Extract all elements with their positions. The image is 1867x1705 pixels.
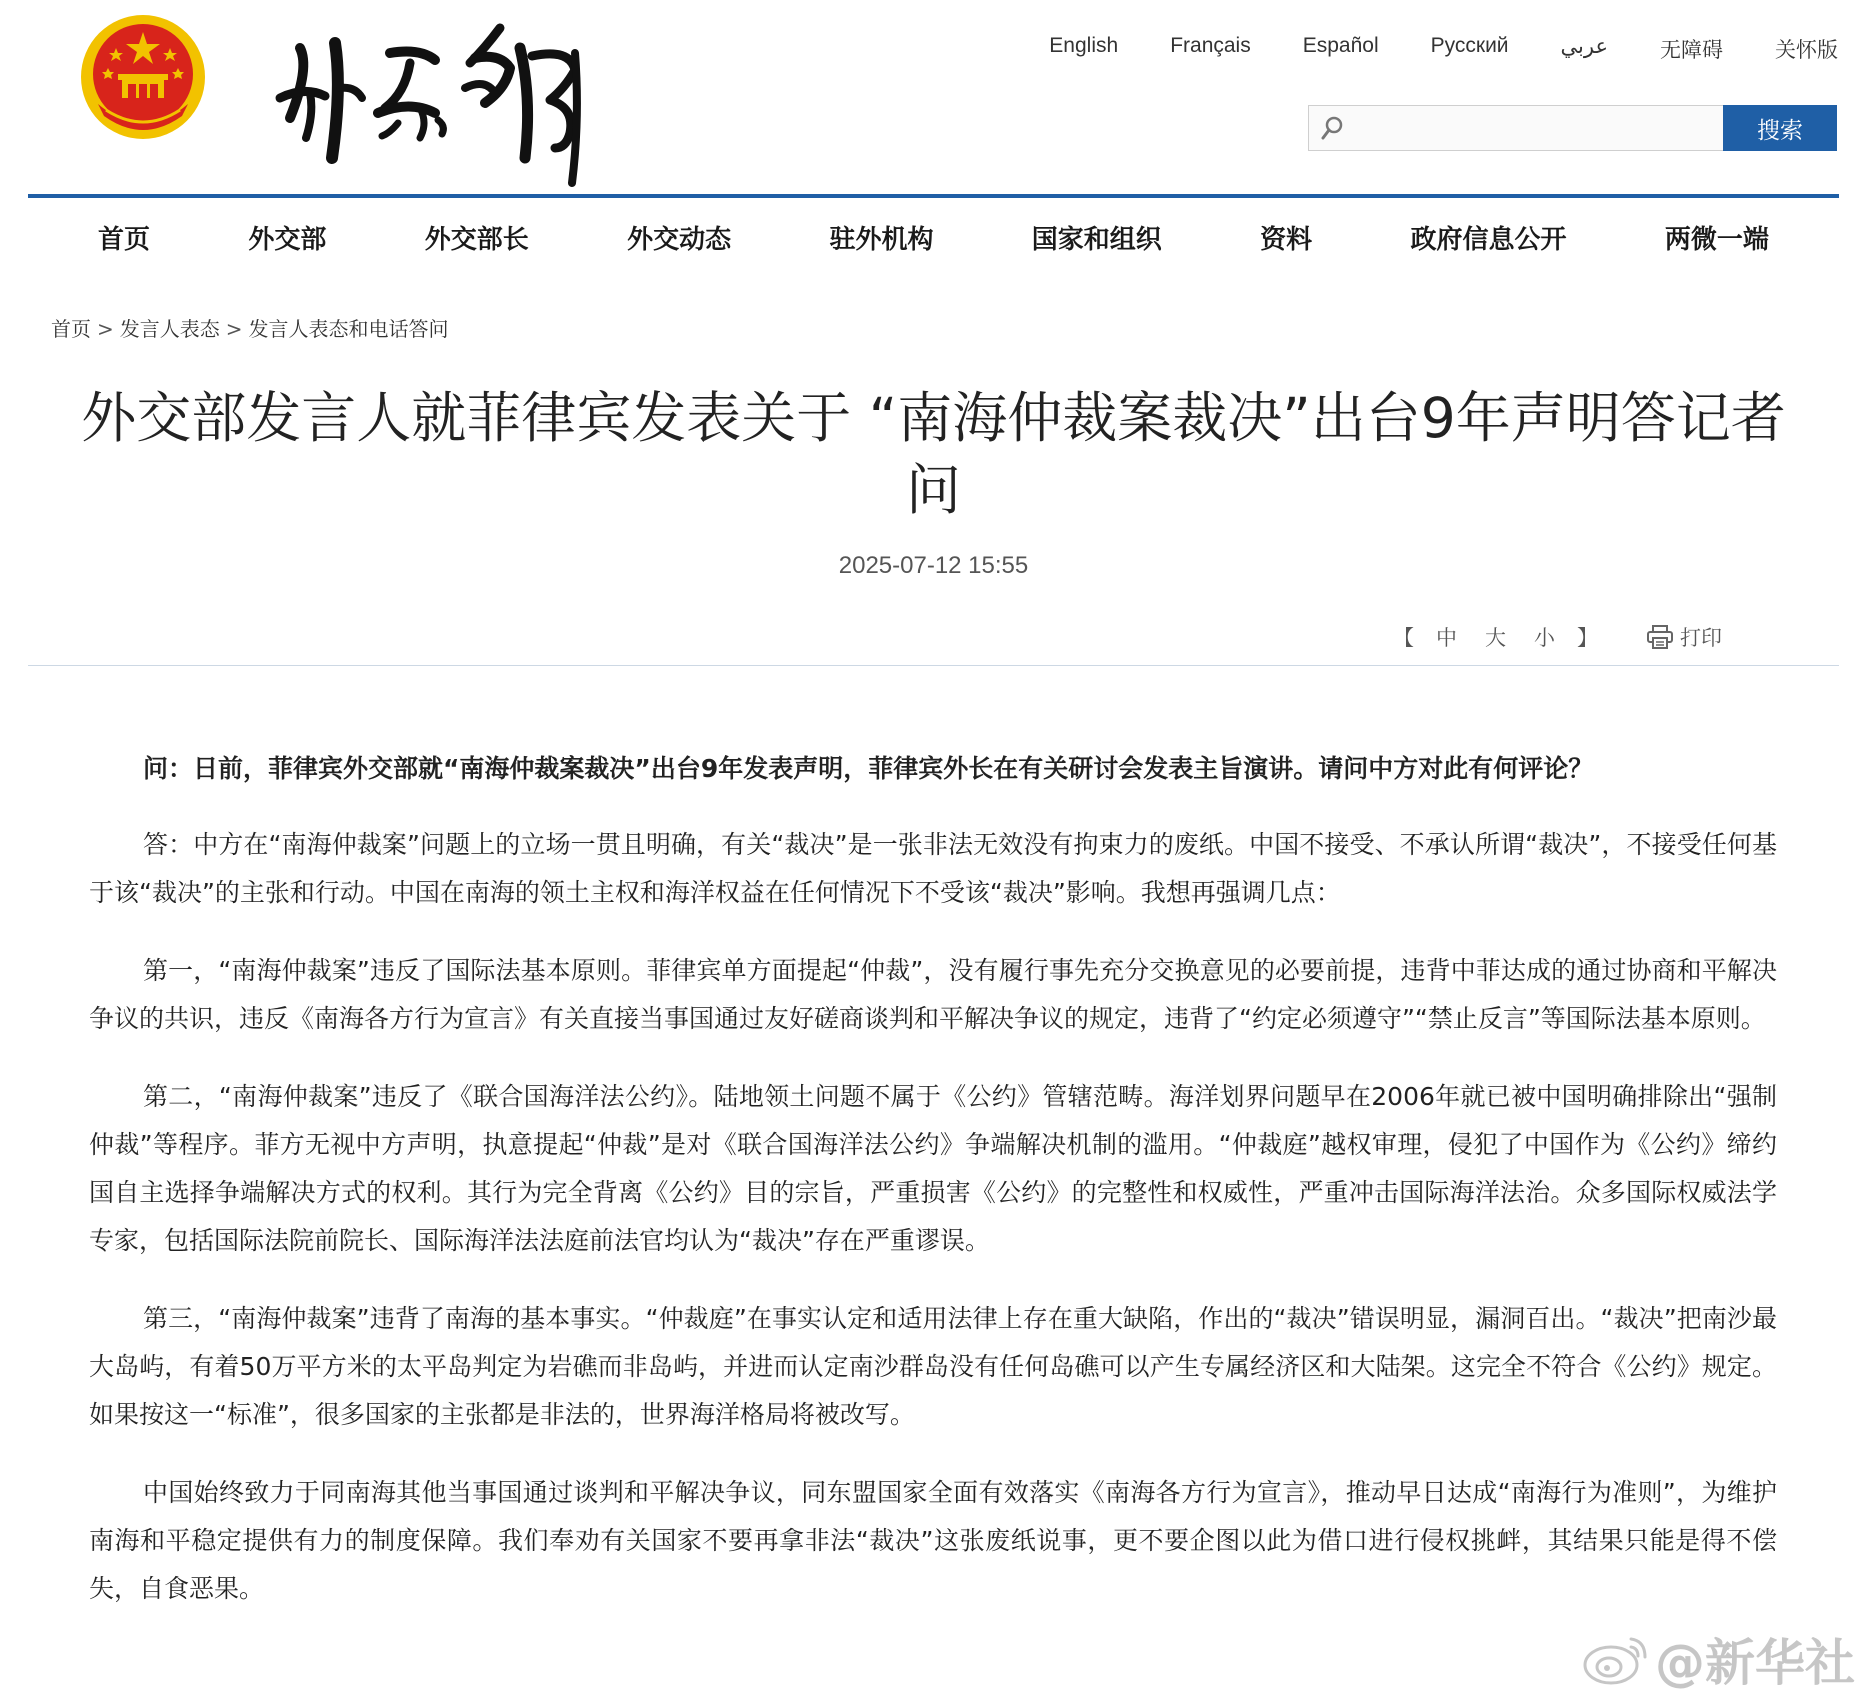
- point-three-paragraph: 第三，“南海仲裁案”违背了南海的基本事实。“仲裁庭”在事实认定和适用法律上存在重大缺陷，作出的“裁决”错误明显，漏洞百出。“裁决”把南沙最大岛屿，有着50万平方米的太平岛判定为岩礁而非岛屿，并进而认定南沙群岛没有任何岛礁可以产生专属经济区和大陆架。这完全不符合《公约》规定。如果按这一“标准”，很多国家的主张都是非法的，世界海洋格局将被改写。: [89, 1304, 1777, 1429]
- breadcrumb: [51, 313, 449, 342]
- watermark-text: @新华社: [1655, 1634, 1855, 1692]
- nav-item-minister[interactable]: 外交部长: [424, 224, 529, 255]
- search-button[interactable]: 搜索: [1723, 105, 1837, 151]
- breadcrumb-home[interactable]: 首页: [51, 317, 91, 341]
- font-size-medium-button[interactable]: 中: [1436, 626, 1457, 650]
- search-icon: [1317, 113, 1347, 143]
- print-label: 打印: [1680, 626, 1722, 650]
- article-body: [89, 745, 1777, 1643]
- nav-item-home[interactable]: 首页: [98, 224, 151, 255]
- accessibility-link[interactable]: 无障碍: [1660, 39, 1723, 62]
- font-size-large-button[interactable]: 大: [1485, 626, 1506, 650]
- calligraphy-logo[interactable]: [270, 8, 630, 188]
- printer-icon: [1646, 625, 1674, 649]
- print-button[interactable]: [1646, 622, 1722, 652]
- font-size-small-button[interactable]: 小: [1534, 626, 1555, 650]
- nav-item-social-media[interactable]: 两微一端: [1664, 224, 1769, 255]
- national-emblem-icon[interactable]: [78, 12, 208, 142]
- nav-item-diplomatic-news[interactable]: 外交动态: [627, 224, 732, 255]
- search-box: [1308, 105, 1837, 151]
- breadcrumb-current[interactable]: 发言人表态和电话答问: [248, 317, 449, 341]
- closing-paragraph: 中国始终致力于同南海其他当事国通过谈判和平解决争议，同东盟国家全面有效落实《南海各方行为宣言》，推动早日达成“南海行为准则”，为维护南海和平稳定提供有力的制度保障。我们奉劝有关国家不要再拿非法“裁决”这张废纸说事，更不要企图以此为借口进行侵权挑衅，其结果只能是得不偿失，自食恶果。: [89, 1478, 1777, 1603]
- lang-russian-link[interactable]: Русский: [1430, 34, 1509, 57]
- nav-item-missions[interactable]: 驻外机构: [829, 224, 934, 255]
- answer-paragraph: 答：中方在“南海仲裁案”问题上的立场一贯且明确，有关“裁决”是一张非法无效没有拘束力的废纸。中国不接受、不承认所谓“裁决”，不接受任何基于该“裁决”的主张和行动。中国在南海的领土主权和海洋权益在任何情况下不受该“裁决”影响。我想再强调几点：: [89, 830, 1777, 907]
- search-input[interactable]: [1351, 106, 1725, 152]
- nav-item-countries-organizations[interactable]: 国家和组织: [1031, 224, 1162, 255]
- lang-french-link[interactable]: Français: [1170, 34, 1251, 57]
- breadcrumb-separator: >: [97, 317, 114, 341]
- nav-item-ministry[interactable]: 外交部: [248, 224, 327, 255]
- nav-item-gov-info[interactable]: 政府信息公开: [1410, 224, 1567, 255]
- article-tools: [1385, 622, 1722, 652]
- font-size-bracket-close: 】: [1577, 626, 1598, 650]
- watermark: [1581, 1623, 1855, 1695]
- point-two-paragraph: 第二，“南海仲裁案”违反了《联合国海洋法公约》。陆地领土问题不属于《公约》管辖范畴。海洋划界问题早在2006年就已被中国明确排除出“强制仲裁”等程序。菲方无视中方声明，执意提起“仲裁”是对《联合国海洋法公约》争端解决机制的滥用。“仲裁庭”越权审理，侵犯了中国作为《公约》缔约国自主选择争端解决方式的权利。其行为完全背离《公约》目的宗旨，严重损害《公约》的完整性和权威性，严重冲击国际海洋法治。众多国际权威法学专家，包括国际法院前院长、国际海洋法法庭前法官均认为“裁决”存在严重谬误。: [89, 1082, 1777, 1255]
- lang-english-link[interactable]: English: [1049, 34, 1119, 57]
- lang-arabic-link[interactable]: عربي: [1560, 35, 1608, 58]
- tools-divider: [28, 665, 1839, 666]
- question-paragraph: 问：日前，菲律宾外交部就“南海仲裁案裁决”出台9年发表声明，菲律宾外长在有关研讨会发表主旨演讲。请问中方对此有何评论？: [143, 754, 1594, 783]
- weibo-icon: [1581, 1631, 1651, 1687]
- lang-spanish-link[interactable]: Español: [1302, 34, 1379, 57]
- page-title: 外交部发言人就菲律宾发表关于 “南海仲裁案裁决”出台9年声明答记者问: [81, 386, 1786, 522]
- language-bar: [997, 34, 1838, 64]
- main-nav: [28, 198, 1839, 276]
- nav-item-resources[interactable]: 资料: [1260, 224, 1313, 255]
- point-one-paragraph: 第一，“南海仲裁案”违反了国际法基本原则。菲律宾单方面提起“仲裁”，没有履行事先充分交换意见的必要前提，违背中菲达成的通过协商和平解决争议的共识，违反《南海各方行为宣言》有关直接当事国通过友好磋商谈判和平解决争议的规定，违背了“约定必须遵守”“禁止反言”等国际法基本原则。: [89, 956, 1777, 1033]
- breadcrumb-spokesperson[interactable]: 发言人表态: [119, 317, 220, 341]
- elderly-care-version-link[interactable]: 关怀版: [1775, 39, 1838, 62]
- font-size-bracket-open: 【: [1393, 626, 1414, 650]
- publish-date: 2025-07-12 15:55: [838, 552, 1029, 579]
- site-header: [0, 0, 1867, 196]
- breadcrumb-separator: >: [225, 317, 243, 341]
